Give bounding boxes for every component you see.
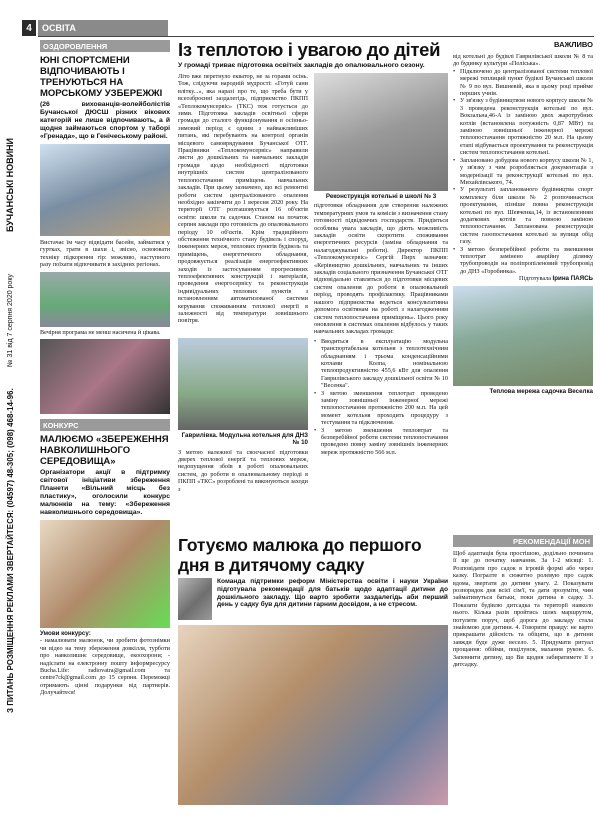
boiler-photo-school3 — [314, 73, 448, 191]
contest-lead: Організатори акції в підтримку світової ініціативи збереження Планети «Вільний місць без пластику», оголосили конкурс малюнків на тему: «Збереження навколишнього середовища». — [40, 469, 170, 517]
author-line — [453, 275, 593, 282]
important-head: ВАЖЛИВО — [554, 40, 593, 49]
section-title: ОСВІТА — [38, 20, 168, 36]
brand-text: БУЧАНСЬКІ НОВИНИ — [5, 137, 16, 233]
contest-section-head: КОНКУРС — [40, 419, 170, 431]
contest-conditions: - намалювати малюнок, чи зробити фотознімки чи відео на тему збереження довкілля, турботи про навколишнє середовище, екоохорони; - надіслати на електронну пошту інформресурсу Bucha.Life: radiovatra@gmail.com та centre7ck@gmail.com до 15 серпня. Переможці отримають цінні подарунки від партнерів. Долучайтеся! — [40, 637, 170, 697]
right-bullet: • З метою безперебійної роботи та зменшення теплотрат замінено аварійну ділянку трубопроводів на поліпропіленовий трубопровід до ДНЗ «Горобинка». — [453, 246, 593, 276]
child-thumb-photo — [178, 578, 212, 620]
ads-text: З ПИТАНЬ РОЗМІЩЕННЯ РЕКЛАМИ ЗВЕРТАЙТЕСЯ: (04597) 48-305; (098) 468-14-96. — [5, 387, 15, 713]
right-bullet: • У результаті запланованого будівництва спорт комплексу біля школи № 2 розпочинається проектування, пізніше повна реконструкція котельні по вул. Шевченка,14, із встановленням додаткових котлів та повною заміною теплопостачання. Запланована реконструкція систем газопостачання котельні за вулиця обід газу. — [453, 186, 593, 245]
author-name: Ірина ПАЯСЬ — [552, 275, 593, 283]
right-bullet: • Підключено до централізованої системи теплової мережі теплиций пункт будівлі Бучанської школи № 9 по вул. Вишневій, яка в цьому році прийме перших учнів. — [453, 68, 593, 98]
health-section-head: ОЗДОРОВЛЕННЯ — [40, 40, 170, 52]
pool-photo — [40, 272, 170, 327]
kindergarten-photo — [178, 625, 448, 805]
evening-photo — [40, 339, 170, 414]
contest-conditions-title: Умови конкурсу: — [40, 630, 91, 638]
article-heating-body: Літо вже перетнуло екватор, не за горами осінь. Тож, слідуючи народній мудрості: «Готуй сани влітку...», яка наразі про те, що треба бути у всеозброєнні заздалегідь, підприємство ПКПП «Теплокомунсервіс» (ТКС) теж готується до зими. Підготовка закладів освітньої сфери громади до сталого функціонування в осінньо-зимовий період є одним з найважливіших питань, які перебувають на контролі органів місцевого самоврядування Бучанської ОТГ. Працівники «Теплокомунсервіс» направили листи до дошкільних та навчальних закладів громади щодо необхідності підготовки внутрішніх систем централізованого теплопостачання приміщень навчальних закладів. При цьому зазначено, що всі ремонтні роботи систем централізованого опалення необхідно закінчити до 1 вересня 2020 року. На території ОТГ розташовується 16 об'єктів освіти: школи та садочки. Станом на початок серпня заклади про готовність до опалювального періоду 10 об'єктів. Крім традиційного обстеження технічного стану будівель і споруд, інженерних мереж, теплових пунктів будівель та приміщень, енергетичного обладнання, продовжується реалізація енергоефективних заходів із застосуванням прогресивних теплоефективних конструкцій і матеріалів, проведення енергосервісу та реконструкція індивідуальних теплових пунктів з встановленням автоматизованої системи керування споживанням теплової енергії в залежності від температури зовнішнього повітря. — [178, 73, 308, 325]
recommendations-body: Щоб адаптація була простішою, додільно почината її ще до початку навчання. За 1-2 місяці: 1. Розповідати про садок в ігровій формі або через казку. Погралте в сюжетно ролевую про садок вдома, звертати до дитини увагу. 2. Показувати розпорядок дня всієї сім'ї, та дати зрозуміти, чим займатимуться батьки, поки дитина в садку. 3. Показати будівлю дитсадка та території навколо нього. Кілька разів пройтись шлях маршрутом, потуляти поруч, щоб дорога до закладу стала знайомою для дитини. 4. Говорити правду: не варто прикрашати дійсність та обіцяти, що в дитини завжди буде дуже весело. 5. Придумати ритуал прощання: обійми, поцілунок, махання рукою. 6. Запевнити дитину, що Ви щодня забиратимете її з дитсадку. — [453, 550, 593, 669]
contest-title: МАЛЮЄМО «ЗБЕРЕЖЕННЯ НАВКОЛИШНЬОГО СЕРЕДОВИЩА» — [40, 434, 169, 468]
header-divider — [38, 36, 594, 37]
right-intro: від котельні до будівлі Гаврилівської школи № 8 та до будинку культури «Поліська». — [453, 53, 593, 68]
heating-network-photo — [453, 286, 593, 386]
recommendations — [453, 550, 593, 825]
drawing-photo — [40, 520, 170, 628]
right-bullet: • У зв'язку з будівництвом нового корпусу школи № 3 проведена реконструкція котельні по вул. Вокзальна,46-А із заміною двох жаротрубних котлів (встановлена потужність 0,87 МВт) та заміною зовнішньої інженерної мережі теплопостачання протяжністю 20 м.п. На цьому етапі відбувається проектування та реконструкція систем теплопостачання котельні. — [453, 97, 593, 156]
recommendations-head: РЕКОМЕНДАЦІЇ МОН — [453, 535, 593, 547]
modular-boiler-photo — [178, 338, 308, 430]
sidebar — [40, 40, 170, 820]
photo3-caption: Теплова мережа садочка Веселка — [489, 387, 593, 395]
page-header — [0, 0, 600, 20]
newspaper-brand — [0, 120, 21, 250]
issue-text: № 31 від 7 серпня 2020 року — [6, 273, 14, 367]
heating-bullet: • З метою зменшення теплотрат проведено заміну зовнішньої інженерної мережі теплопостачання протяжністю 200 м.п. На цей момент котельня проходить процедуру з тестування та підключення. — [314, 390, 448, 427]
article-heating-body2: підготовки обладнання для створення належних температурних умов та комісія з визначення стану готовності підвідомчих господарств. Придіяться особлива увага закладів, що діють можливість закладів освіти скоротити споживання енергетичних ресурсів (замінa обладнання та налагоджувальні роботи). Директор ПКПП «Теплокомунсервіс» Сергій Пирх зазначив: «Керівництво дошкільних, навчальних та інших закладів соціального призначення Бучанської ОТГ відповідально ставляться до підготовки місцевих систем опалення до роботи в опалювальний період, проводять профілактику. Працівниками нашого підприємства ведеться консультативна допомога освітянам на роботі з налагодженням систем теплопостачання приміщень». Цього року оновлення в системах опалення відбулось у таких навчальних закладах громади: — [314, 202, 448, 336]
article-heating — [178, 40, 448, 590]
article-kindergarten — [178, 535, 448, 825]
article-heating-title: Із теплотою і увагою до дітей — [178, 39, 441, 60]
heating-bullet: • З метою зменшення тепловтрат та безперебійної роботи системи теплопостачання проведено повну заміну зовнішніх інженерних мереж протяжністю 566 м.п. — [314, 427, 448, 457]
article-heating-lead: У громаді триває підготовка освітніх закладів до опалювального сезону. — [178, 62, 425, 69]
health-body: Вистачає їм часу відвідати басейн, займатися у гуртках, грати в шахи і, звісно, освоювати техніку підкорення гір: можливо, наступного разу поїхати відпочивати в західних регіонах. — [40, 239, 170, 269]
prepared-label: Підготувала — [519, 275, 551, 283]
article-kindergarten-title: Готуємо малюка до першого дня в дитячому садку — [178, 535, 422, 575]
photo1-caption: Реконструкція котельні в школі № 3 — [325, 193, 437, 200]
right-bullet: • Заплановано добудова нового корпусу школи № 1, у зв'язку з чим розробляється документація з модернізації та реконструкції котельні по вул. Михайлівського, 74. — [453, 157, 593, 187]
photo2-caption: Гаврилівка. Модульна котельня для ДНЗ № 10 — [181, 431, 308, 447]
health-caption: Вечірня програма не менш насичена й цікава. — [40, 328, 161, 336]
volleyball-photo — [40, 144, 170, 236]
page-number: 4 — [22, 20, 36, 36]
health-title: ЮНІ СПОРТСМЕНИ ВІДПОЧИВАЮТЬ І ТРЕНУЮТЬСЯ НА МОРСЬКОМУ УЗБЕРЕЖЖІ — [40, 55, 163, 99]
article-kindergarten-lead: Команда підтримки реформ Міністерства освіти і науки України підготувала рекомендації для батьків щодо адаптації дитини до дошкільного закладу. Що варто зробити заздалегідь аби перший день у садку був для дитини гарним досвідом, а не стресом. — [217, 578, 448, 609]
health-lead: (26 вихованців-волейболістів Бучанської ДЮСШ різних вікових категорій не лише відпочивають, а й щодня займаються спортом у таборі «Гренада», що в Генічеському районі. — [40, 101, 170, 140]
issue-info — [0, 245, 40, 395]
heating-bullet: • Вводиться в експлуатацію модульна транспортабельна котельня з теплотехнічним обладнанням і трьома конденсаційними котлами Колпа, номінальною теплопродуктивністю 455,6 кВт для опалення Гаврилівського закладу дошкільної освіти № 10 "Весенка". — [314, 338, 448, 390]
important-column — [453, 53, 593, 603]
article-heating-body3: З метою належної та своєчасної підготовки дверех теплової енергії та теплових мереж, недопущення збоїв в роботі опалювальних систем, до роботи в опалювальному періоді в ПКПП «ТКС» розроблені та виконуються заходи з — [178, 448, 308, 493]
